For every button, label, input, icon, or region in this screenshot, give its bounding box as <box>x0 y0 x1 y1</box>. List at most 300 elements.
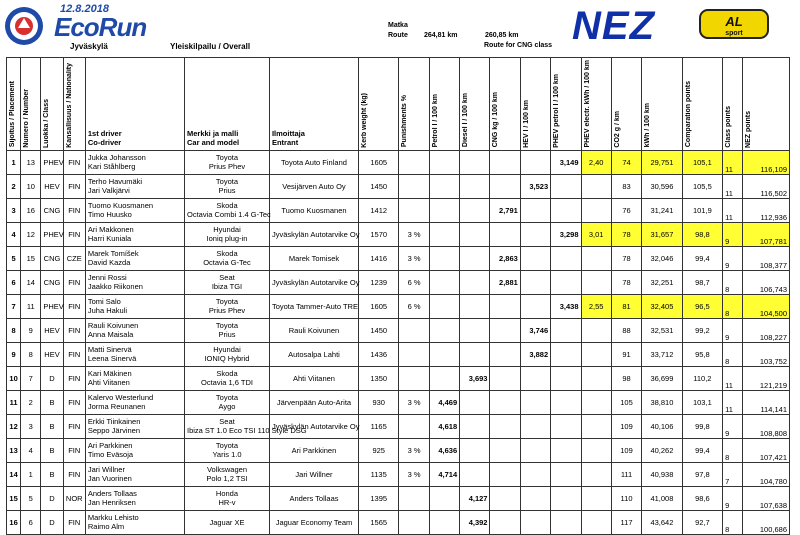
car-cell <box>185 174 270 198</box>
route-label: Route <box>388 32 408 39</box>
hev-cell: 3,523 <box>520 174 550 198</box>
table-row <box>7 414 790 438</box>
kwh-cell: 40,938 <box>642 462 682 486</box>
place-cell: 15 <box>7 486 21 510</box>
col-comparison: Comparation points <box>682 58 722 151</box>
phev-elec-cell: 2,40 <box>581 150 611 174</box>
weight-cell: 1416 <box>358 246 398 270</box>
co-driver: Jan Vuorinen <box>87 474 132 484</box>
first-driver: Tomi Salo <box>87 297 121 307</box>
comp-cell: 99,4 <box>682 246 722 270</box>
first-driver: Markku Lehisto <box>87 513 139 523</box>
place-cell: 1 <box>7 150 21 174</box>
penalty-cell <box>399 342 429 366</box>
hev-cell <box>520 366 550 390</box>
phev-elec-cell <box>581 486 611 510</box>
phev-petrol-cell <box>551 174 581 198</box>
phev-petrol-cell <box>551 318 581 342</box>
phev-elec-cell <box>581 390 611 414</box>
petrol-cell <box>429 198 459 222</box>
entrant-cell: Toyota Tammer-Auto TRE <box>269 294 358 318</box>
place-cell: 6 <box>7 270 21 294</box>
hev-cell <box>520 294 550 318</box>
weight-cell: 1239 <box>358 270 398 294</box>
nez-cell: 108,377 <box>743 246 790 270</box>
nez-logo: NEZ <box>572 4 655 48</box>
cls-cell: B <box>41 390 63 414</box>
petrol-cell: 4,469 <box>429 390 459 414</box>
clsp-cell: 8 <box>723 270 743 294</box>
comp-cell: 110,2 <box>682 366 722 390</box>
kwh-cell: 32,405 <box>642 294 682 318</box>
cls-cell: D <box>41 486 63 510</box>
weight-cell: 1450 <box>358 318 398 342</box>
first-driver: Marek Tomíšek <box>87 249 139 259</box>
diesel-cell <box>460 294 490 318</box>
penalty-cell: 3 % <box>399 390 429 414</box>
ecorun-emblem-icon <box>4 6 44 46</box>
co-driver: Anna Maisala <box>87 330 134 340</box>
place-cell: 10 <box>7 366 21 390</box>
phev-petrol-cell <box>551 198 581 222</box>
petrol-cell <box>429 270 459 294</box>
diesel-cell <box>460 150 490 174</box>
kwh-cell: 29,751 <box>642 150 682 174</box>
driver-cell <box>85 414 184 438</box>
phev-elec-cell: 2,55 <box>581 294 611 318</box>
car-cell <box>185 294 270 318</box>
diesel-cell: 4,127 <box>460 486 490 510</box>
diesel-cell <box>460 414 490 438</box>
phev-elec-cell <box>581 174 611 198</box>
first-driver: Ari Parkkinen <box>87 441 133 451</box>
col-phev-petrol: PHEV petrol l / 100 km <box>551 58 581 151</box>
svg-text:sport: sport <box>725 30 743 37</box>
cng-cell <box>490 486 520 510</box>
nez-cell: 114,141 <box>743 390 790 414</box>
phev-petrol-cell: 3,149 <box>551 150 581 174</box>
petrol-cell: 4,714 <box>429 462 459 486</box>
co-driver: Seppo Järvinen <box>87 426 140 436</box>
matka-label: Matka <box>388 22 408 29</box>
cng-cell <box>490 438 520 462</box>
diesel-cell <box>460 342 490 366</box>
first-driver: Jari Willner <box>87 465 125 475</box>
nez-cell: 116,109 <box>743 150 790 174</box>
weight-cell: 930 <box>358 390 398 414</box>
co-driver: Raimo Alm <box>87 522 125 532</box>
num-cell: 8 <box>21 342 41 366</box>
kwh-cell: 41,008 <box>642 486 682 510</box>
phev-petrol-cell <box>551 366 581 390</box>
num-cell: 4 <box>21 438 41 462</box>
car-make: Volkswagen <box>206 465 247 475</box>
diesel-cell <box>460 390 490 414</box>
entrant-cell: Järvenpään Auto-Arita <box>269 390 358 414</box>
co2-cell: 81 <box>611 294 641 318</box>
cls-cell: B <box>41 438 63 462</box>
co-driver: Jan Henriksen <box>87 498 136 508</box>
cls-cell: B <box>41 414 63 438</box>
car-model: Prius <box>218 186 236 196</box>
clsp-cell: 7 <box>723 462 743 486</box>
cng-cell <box>490 510 520 534</box>
co-driver: Timo Huusko <box>87 210 132 220</box>
car-cell <box>185 270 270 294</box>
car-cell <box>185 342 270 366</box>
hev-cell <box>520 246 550 270</box>
weight-cell: 1450 <box>358 174 398 198</box>
table-row <box>7 198 790 222</box>
cng-cell: 2,881 <box>490 270 520 294</box>
table-row <box>7 390 790 414</box>
kwh-cell: 30,596 <box>642 174 682 198</box>
car-make: Seat <box>219 417 235 427</box>
clsp-cell: 11 <box>723 174 743 198</box>
hev-cell: 3,882 <box>520 342 550 366</box>
car-model: Octavia G-Tec <box>203 258 251 268</box>
co2-cell: 88 <box>611 318 641 342</box>
cng-cell <box>490 318 520 342</box>
phev-petrol-cell <box>551 390 581 414</box>
cng-cell <box>490 222 520 246</box>
clsp-cell: 11 <box>723 366 743 390</box>
table-row <box>7 246 790 270</box>
col-driver: 1st driver Co-driver <box>85 58 184 151</box>
table-row <box>7 342 790 366</box>
table-row <box>7 174 790 198</box>
car-model: Prius Phev <box>208 306 246 316</box>
driver-cell <box>85 438 184 462</box>
car-cell <box>185 222 270 246</box>
cls-cell: HEV <box>41 318 63 342</box>
hev-cell <box>520 462 550 486</box>
co2-cell: 76 <box>611 198 641 222</box>
co-driver: Jari Valkjärvi <box>87 186 130 196</box>
phev-elec-cell <box>581 414 611 438</box>
phev-petrol-cell <box>551 270 581 294</box>
co2-cell: 78 <box>611 270 641 294</box>
event-city: Jyväskylä <box>70 42 108 51</box>
results-header <box>0 0 800 56</box>
co2-cell: 105 <box>611 390 641 414</box>
cls-cell: HEV <box>41 342 63 366</box>
petrol-cell <box>429 294 459 318</box>
diesel-cell <box>460 270 490 294</box>
driver-cell <box>85 390 184 414</box>
nez-cell: 100,686 <box>743 510 790 534</box>
penalty-cell: 3 % <box>399 246 429 270</box>
first-driver: Tuomo Kuosmanen <box>87 201 154 211</box>
clsp-cell: 8 <box>723 342 743 366</box>
table-row <box>7 294 790 318</box>
clsp-cell: 9 <box>723 222 743 246</box>
driver-cell <box>85 150 184 174</box>
col-weight: Kerb weight (kg) <box>358 58 398 151</box>
clsp-cell: 8 <box>723 294 743 318</box>
comp-cell: 95,8 <box>682 342 722 366</box>
cng-cell: 2,791 <box>490 198 520 222</box>
hev-cell <box>520 150 550 174</box>
kwh-cell: 31,241 <box>642 198 682 222</box>
nat-cell: FIN <box>63 150 85 174</box>
entrant-cell: Ari Parkkinen <box>269 438 358 462</box>
header-row <box>7 58 790 151</box>
num-cell: 5 <box>21 486 41 510</box>
clsp-cell: 11 <box>723 198 743 222</box>
phev-petrol-cell <box>551 510 581 534</box>
entrant-cell: Jyväskylän Autotarvike Oy <box>269 222 358 246</box>
driver-cell <box>85 510 184 534</box>
overall-label: Yleiskilpailu / Overall <box>170 42 251 51</box>
car-make: Hyundai <box>213 225 241 235</box>
place-cell: 13 <box>7 438 21 462</box>
nat-cell: FIN <box>63 198 85 222</box>
car-cell <box>185 414 307 438</box>
cls-cell: PHEV <box>41 222 63 246</box>
nez-cell: 106,743 <box>743 270 790 294</box>
weight-cell: 1436 <box>358 342 398 366</box>
cng-route-value: 260,85 km <box>485 32 519 39</box>
weight-cell: 1165 <box>358 414 398 438</box>
car-model: IONIQ Hybrid <box>204 354 250 364</box>
comp-cell: 98,6 <box>682 486 722 510</box>
kwh-cell: 31,657 <box>642 222 682 246</box>
car-make: Toyota <box>215 177 239 187</box>
hev-cell <box>520 414 550 438</box>
comp-cell: 105,1 <box>682 150 722 174</box>
col-entrant: Ilmoittaja Entrant <box>269 58 358 151</box>
hev-cell: 3,746 <box>520 318 550 342</box>
first-driver: Jukka Johansson <box>87 153 146 163</box>
nez-cell: 107,781 <box>743 222 790 246</box>
car-model: Prius <box>218 330 236 340</box>
cng-cell <box>490 390 520 414</box>
cng-cell <box>490 414 520 438</box>
place-cell: 7 <box>7 294 21 318</box>
place-cell: 5 <box>7 246 21 270</box>
driver-cell <box>85 366 184 390</box>
nat-cell: FIN <box>63 222 85 246</box>
alsport-logo <box>698 8 770 40</box>
cls-cell: CNG <box>41 246 63 270</box>
phev-petrol-cell <box>551 486 581 510</box>
entrant-cell: Marek Tomisek <box>269 246 358 270</box>
weight-cell: 1135 <box>358 462 398 486</box>
car-make: Toyota <box>215 441 239 451</box>
nez-cell: 104,780 <box>743 462 790 486</box>
penalty-cell <box>399 486 429 510</box>
num-cell: 9 <box>21 318 41 342</box>
diesel-cell <box>460 174 490 198</box>
hev-cell <box>520 486 550 510</box>
entrant-cell: Jyväskylän Autotarvike Oy <box>269 270 358 294</box>
petrol-cell <box>429 174 459 198</box>
cng-cell <box>490 462 520 486</box>
nez-cell: 103,752 <box>743 342 790 366</box>
num-cell: 7 <box>21 366 41 390</box>
co-driver: Leena Sinervä <box>87 354 137 364</box>
car-cell <box>185 150 270 174</box>
car-cell <box>185 246 270 270</box>
car-model: Ibiza ST 1.0 Eco TSI 110 Style DSG <box>187 426 307 436</box>
clsp-cell: 9 <box>723 318 743 342</box>
car-model: Octavia 1,6 TDI <box>201 378 253 388</box>
entrant-cell: Vesijärven Auto Oy <box>269 174 358 198</box>
co2-cell: 91 <box>611 342 641 366</box>
driver-cell <box>85 486 184 510</box>
comp-cell: 99,4 <box>682 438 722 462</box>
cng-cell <box>490 342 520 366</box>
table-row <box>7 270 790 294</box>
hev-cell <box>520 222 550 246</box>
phev-petrol-cell <box>551 246 581 270</box>
phev-elec-cell <box>581 198 611 222</box>
nat-cell: CZE <box>63 246 85 270</box>
co-driver: Ahti Viitanen <box>87 378 130 388</box>
weight-cell: 925 <box>358 438 398 462</box>
co-driver: Jorma Reunanen <box>87 402 146 412</box>
petrol-cell <box>429 222 459 246</box>
nat-cell: FIN <box>63 270 85 294</box>
phev-elec-cell <box>581 342 611 366</box>
car-make: Skoda <box>216 249 238 259</box>
nat-cell: FIN <box>63 462 85 486</box>
petrol-cell <box>429 510 459 534</box>
nez-cell: 104,500 <box>743 294 790 318</box>
car-model: HR-v <box>218 498 236 508</box>
petrol-cell: 4,636 <box>429 438 459 462</box>
petrol-cell <box>429 318 459 342</box>
num-cell: 1 <box>21 462 41 486</box>
diesel-cell <box>460 462 490 486</box>
entrant-cell: Autosalpa Lahti <box>269 342 358 366</box>
phev-petrol-cell <box>551 438 581 462</box>
driver-cell <box>85 318 184 342</box>
col-nationality: Kansallisuus / Nationality <box>63 58 85 151</box>
cls-cell: CNG <box>41 270 63 294</box>
place-cell: 16 <box>7 510 21 534</box>
cng-cell: 2,863 <box>490 246 520 270</box>
comp-cell: 92,7 <box>682 510 722 534</box>
place-cell: 12 <box>7 414 21 438</box>
entrant-cell: Anders Tollaas <box>269 486 358 510</box>
first-driver: Anders Tollaas <box>87 489 137 499</box>
kwh-cell: 43,642 <box>642 510 682 534</box>
comp-cell: 97,8 <box>682 462 722 486</box>
car-make: Seat <box>219 273 235 283</box>
car-cell <box>185 486 270 510</box>
driver-cell <box>85 294 184 318</box>
co2-cell: 110 <box>611 486 641 510</box>
num-cell: 2 <box>21 390 41 414</box>
place-cell: 2 <box>7 174 21 198</box>
weight-cell: 1412 <box>358 198 398 222</box>
nat-cell: FIN <box>63 294 85 318</box>
col-petrol: Petrol l / 100 km <box>429 58 459 151</box>
table-row <box>7 510 790 534</box>
weight-cell: 1570 <box>358 222 398 246</box>
driver-cell <box>85 198 184 222</box>
place-cell: 14 <box>7 462 21 486</box>
cls-cell: PHEV <box>41 294 63 318</box>
phev-elec-cell <box>581 366 611 390</box>
num-cell: 14 <box>21 270 41 294</box>
cls-cell: HEV <box>41 174 63 198</box>
comp-cell: 98,7 <box>682 270 722 294</box>
penalty-cell <box>399 414 429 438</box>
clsp-cell: 8 <box>723 510 743 534</box>
co2-cell: 98 <box>611 366 641 390</box>
car-model: Polo 1,2 TSI <box>206 474 248 484</box>
results-table <box>6 57 790 535</box>
first-driver: Kari Mäkinen <box>87 369 132 379</box>
petrol-cell <box>429 342 459 366</box>
nat-cell: FIN <box>63 318 85 342</box>
co2-cell: 74 <box>611 150 641 174</box>
co-driver: David Kazda <box>87 258 131 268</box>
nat-cell: FIN <box>63 414 85 438</box>
col-kwh: kWh / 100 km <box>642 58 682 151</box>
table-row <box>7 462 790 486</box>
phev-petrol-cell <box>551 462 581 486</box>
cng-cell <box>490 294 520 318</box>
col-cng: CNG kg / 100 km <box>490 58 520 151</box>
co-driver: Harri Kuniala <box>87 234 132 244</box>
penalty-cell <box>399 198 429 222</box>
col-diesel: Diesel l / 100 km <box>460 58 490 151</box>
comp-cell: 101,9 <box>682 198 722 222</box>
co-driver: Timo Eväsoja <box>87 450 134 460</box>
car-cell <box>185 390 270 414</box>
place-cell: 8 <box>7 318 21 342</box>
car-cell <box>185 510 270 534</box>
kwh-cell: 40,262 <box>642 438 682 462</box>
first-driver: Jenni Rossi <box>87 273 127 283</box>
cls-cell: PHEV <box>41 150 63 174</box>
kwh-cell: 40,106 <box>642 414 682 438</box>
nat-cell: FIN <box>63 510 85 534</box>
diesel-cell: 3,693 <box>460 366 490 390</box>
car-model: Yaris 1.0 <box>212 450 242 460</box>
table-row <box>7 366 790 390</box>
col-class-points: Class points <box>723 58 743 151</box>
cng-route-label: Route for CNG class <box>484 42 553 49</box>
car-model: Octavia Combi 1.4 G-Tec <box>187 210 271 220</box>
table-row <box>7 222 790 246</box>
clsp-cell: 8 <box>723 438 743 462</box>
num-cell: 16 <box>21 198 41 222</box>
car-model: Ioniq plug-in <box>206 234 248 244</box>
diesel-cell <box>460 222 490 246</box>
car-make: Skoda <box>216 201 238 211</box>
car-cell <box>185 318 270 342</box>
comp-cell: 96,5 <box>682 294 722 318</box>
nat-cell: FIN <box>63 174 85 198</box>
penalty-cell <box>399 366 429 390</box>
weight-cell: 1565 <box>358 510 398 534</box>
car-cell <box>185 198 270 222</box>
car-model: Prius Phev <box>208 162 246 172</box>
co2-cell: 117 <box>611 510 641 534</box>
table-row <box>7 486 790 510</box>
kwh-cell: 36,699 <box>642 366 682 390</box>
clsp-cell: 9 <box>723 486 743 510</box>
diesel-cell <box>460 198 490 222</box>
phev-elec-cell <box>581 270 611 294</box>
car-cell <box>185 438 270 462</box>
car-make: Hyundai <box>213 345 241 355</box>
